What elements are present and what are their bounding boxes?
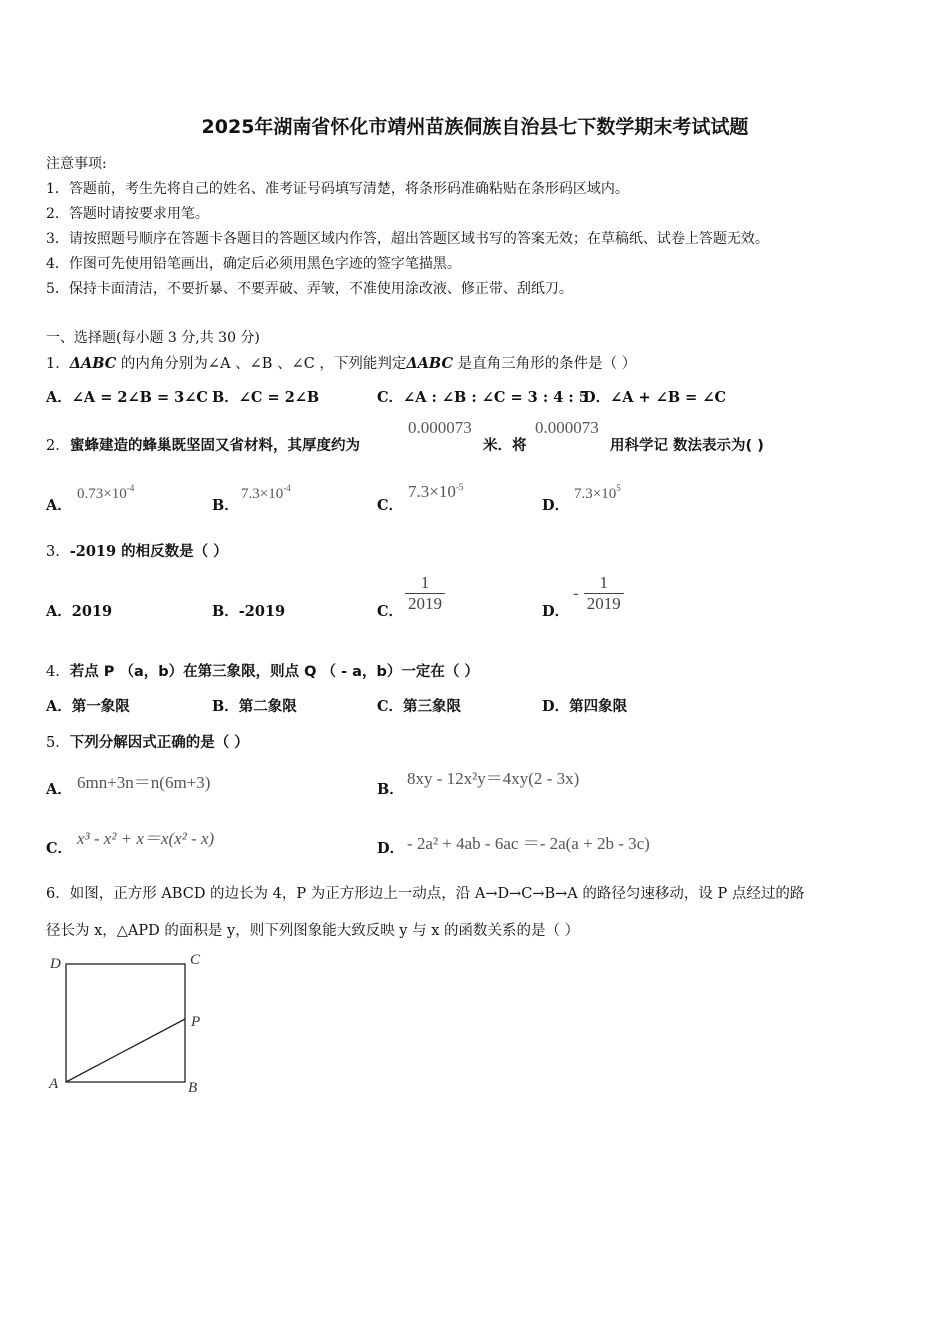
q5-option-c: x³ - x² + x＝x(x² - x)	[77, 829, 215, 848]
q3-option-d: - $\frac{1}{2019}$	[573, 573, 624, 614]
q3-option-c: $\frac{1}{2019}$	[405, 573, 445, 614]
q2-option-d: $7.3\times 10^5$	[574, 483, 621, 502]
q2-label-c: C．	[377, 497, 404, 514]
q1-text-2: 是直角三角形的条件是（ ）	[453, 356, 637, 372]
q5-label-b: B．	[377, 781, 404, 798]
notice-item-5: 5．保持卡面清洁，不要折暴、不要弄破、弄皱，不准使用涂改液、修正带、刮纸刀。	[46, 281, 573, 297]
notice-item-2: 2．答题时请按要求用笔。	[46, 206, 209, 222]
square-figure	[40, 950, 220, 1100]
q5-option-a: 6mn+3n＝n(6m+3)	[77, 773, 211, 792]
q1-text: 的内角分别为∠A 、∠B 、∠C ，下列能判定	[116, 356, 407, 372]
q5-label-d: D．	[377, 840, 405, 857]
q4-option-b: B．第二象限	[212, 698, 297, 715]
label-c: C	[190, 952, 201, 968]
q1-option-c: C．∠A : ∠B : ∠C = 3 : 4 : 5	[377, 389, 589, 406]
q2-label-a: A．	[46, 497, 72, 514]
label-d: D	[50, 956, 61, 972]
q2-value-2: 0.000073	[535, 418, 599, 437]
notice-heading: 注意事项:	[46, 156, 107, 172]
label-b: B	[188, 1080, 198, 1096]
q6-line-1: 6．如图，正方形 ABCD 的边长为 4，P 为正方形边上一动点，沿 A→D→C→B→A 的路径匀速移动，设 P 点经过的路	[46, 886, 805, 902]
q5-label-a: A．	[46, 781, 72, 798]
q1-option-a: A．∠A = 2∠B = 3∠C	[46, 389, 208, 406]
label-a: A	[49, 1076, 59, 1092]
q1-triangle: ΔABC	[69, 355, 117, 372]
q5-option-b: 8xy - 12x²y＝4xy(2 - 3x)	[407, 769, 580, 788]
q4-option-d: D．第四象限	[542, 698, 628, 715]
q2-label-d: D．	[542, 497, 570, 514]
question-1-stem	[46, 352, 636, 373]
q2-option-a: $0.73\times 10^{-4}$	[77, 483, 135, 502]
q4-option-c: C．第三象限	[377, 698, 462, 715]
notice-item-1: 1．答题前，考生先将自己的姓名、准考证号码填写清楚，将条形码准确粘贴在条形码区域内。	[46, 181, 629, 197]
q5-label-c: C．	[46, 840, 73, 857]
q3-label-c: C．	[377, 603, 404, 620]
segment-ap	[66, 1019, 185, 1082]
q1-triangle-2: ΔABC	[406, 355, 453, 372]
q6-line-2: 径长为 x，△APD 的面积是 y，则下列图象能大致反映 y 与 x 的函数关系的是（ ）	[46, 923, 580, 939]
q4-option-a: A．第一象限	[46, 698, 130, 715]
question-3-stem: 3．-2019 的相反数是（ ）	[46, 543, 228, 560]
question-4-stem: 4．若点 P （a，b）在第三象限，则点 Q （ - a，b）一定在（ ）	[46, 664, 479, 680]
q3-label-d: D．	[542, 603, 570, 620]
q2-option-b: $7.3\times 10^{-4}$	[241, 483, 291, 502]
q2-value-1: 0.000073	[408, 418, 472, 437]
q3-option-a: A．2019	[46, 603, 113, 620]
label-p: P	[191, 1014, 201, 1030]
q3-option-b: B．-2019	[212, 603, 286, 620]
question-5-stem: 5．下列分解因式正确的是（ ）	[46, 734, 249, 751]
section-heading: 一、选择题(每小题 3 分,共 30 分)	[46, 330, 260, 346]
q2-label-b: B．	[212, 497, 239, 514]
page-title: 2025年湖南省怀化市靖州苗族侗族自治县七下数学期末考试试题	[201, 116, 749, 138]
square-abcd	[66, 964, 185, 1082]
notice-item-3: 3．请按照题号顺序在答题卡各题目的答题区域内作答，超出答题区域书写的答案无效；在草稿纸、试卷上答题无效。	[46, 231, 769, 247]
q1-option-b: B．∠C = 2∠B	[212, 389, 320, 406]
q2-text-a: 蜜蜂建造的蜂巢既坚固又省材料，其厚度约为	[70, 438, 360, 454]
q2-option-c: $7.3\times 10^{-5}$	[408, 482, 464, 501]
notice-item-4: 4．作图可先使用铅笔画出，确定后必须用黑色字迹的签字笔描黑。	[46, 256, 461, 272]
q1-number: 1．	[46, 356, 70, 372]
q2-number: 2．	[46, 438, 70, 454]
q2-text-c: 用科学记 数法表示为( )	[610, 438, 764, 454]
q1-option-d: D．∠A + ∠B = ∠C	[583, 389, 727, 406]
q2-text-b: 米．将	[483, 438, 527, 454]
q5-option-d: - 2a² + 4ab - 6ac ＝- 2a(a + 2b - 3c)	[407, 834, 650, 853]
